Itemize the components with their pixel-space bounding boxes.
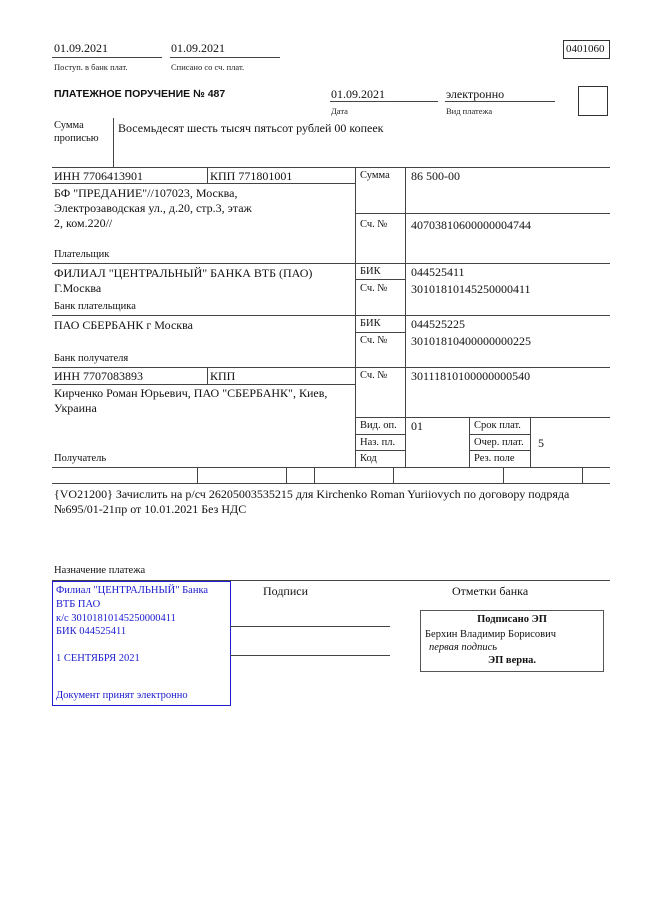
stamp-line-1: Филиал "ЦЕНТРАЛЬНЫЙ" Банка (56, 585, 209, 596)
payer-bank-label: Банк плательщика (54, 301, 136, 312)
amount-label: Сумма (360, 170, 390, 181)
payee-bank-name: ПАО СБЕРБАНК г Москва (54, 318, 193, 332)
bank-marks-box (420, 610, 604, 672)
priority-label: Очер. плат. (474, 437, 524, 448)
payer-bank-account-label: Сч. № (360, 283, 388, 294)
date-received-label: Поступ. в банк плат. (54, 62, 128, 72)
amount-words-value: Восемьдесят шесть тысяч пятьсот рублей 00 копеек (118, 121, 384, 135)
amount-words-label-1: Сумма (54, 120, 84, 131)
payer-kpp: КПП 771801001 (210, 169, 293, 183)
payer-bank-bik: 044525411 (411, 265, 465, 279)
payer-bank-name-1: ФИЛИАЛ "ЦЕНТРАЛЬНЫЙ" БАНКА ВТБ (ПАО) (54, 266, 313, 280)
date-debited-label: Списано со сч. плат. (171, 62, 245, 72)
purpose-code-label: Наз. пл. (360, 437, 396, 448)
payee-bank-bik: 044525225 (411, 317, 465, 331)
date-received: 01.09.2021 (54, 41, 108, 55)
payer-account-label: Сч. № (360, 219, 388, 230)
payer-label: Плательщик (54, 249, 110, 260)
payee-bank-label: Банк получателя (54, 353, 129, 364)
code-label: Код (360, 453, 377, 464)
signatures-label: Подписи (263, 584, 309, 598)
status-box (578, 86, 608, 116)
payer-name-2: Электрозаводская ул., д.20, стр.3, этаж (54, 201, 252, 215)
payee-label: Получатель (54, 453, 107, 464)
payee-bank-account-label: Сч. № (360, 335, 388, 346)
order-date-label: Дата (331, 106, 348, 116)
purpose-line-2: №695/01-21пр от 10.01.2021 Без НДС (54, 502, 247, 516)
payer-bank-account: 30101810145250000411 (411, 282, 531, 296)
payee-bank-bik-label: БИК (360, 318, 381, 329)
signer-name: Берхин Владимир Борисович (425, 629, 556, 640)
form-code-box (563, 40, 610, 59)
payer-bank-bik-label: БИК (360, 266, 381, 277)
op-type-label: Вид. оп. (360, 420, 397, 431)
op-type: 01 (411, 419, 423, 433)
stamp-footer: Документ принят электронно (56, 690, 188, 701)
form-code: 0401060 (566, 43, 605, 55)
amount-value: 86 500-00 (411, 169, 460, 183)
payee-name-2: Украина (54, 401, 97, 415)
order-date: 01.09.2021 (331, 87, 385, 101)
payer-bank-name-2: Г.Москва (54, 281, 102, 295)
signature-role: первая подпись (429, 642, 498, 653)
purpose-line-1: {VO21200} Зачислить на р/сч 26205003535215 для Kirchenko Roman Yuriiovych по договору подряда (54, 487, 570, 501)
stamp-line-3: к/с 30101810145250000411 (56, 613, 176, 624)
bank-stamp (52, 581, 231, 706)
payee-kpp: КПП (210, 369, 236, 383)
date-debited: 01.09.2021 (171, 41, 225, 55)
reserve-label: Рез. поле (474, 453, 515, 464)
purpose-label: Назначение платежа (54, 565, 146, 576)
payee-bank-account: 30101810400000000225 (411, 334, 531, 348)
payer-account: 40703810600000004744 (411, 218, 531, 232)
payee-account: 30111810100000000540 (411, 369, 531, 383)
payer-inn: ИНН 7706413901 (54, 169, 143, 183)
term-label: Срок плат. (474, 420, 521, 431)
verified-label: ЭП верна. (487, 655, 536, 666)
payee-inn: ИНН 7707083893 (54, 369, 143, 383)
stamp-line-2: ВТБ ПАО (56, 599, 101, 610)
stamp-line-4: БИК 044525411 (56, 626, 127, 637)
payment-type-label: Вид платежа (446, 106, 493, 116)
priority-value: 5 (538, 436, 544, 450)
amount-words-label-2: прописью (54, 133, 99, 144)
bank-marks-label: Отметки банка (452, 584, 529, 598)
payer-name-1: БФ "ПРЕДАНИЕ"//107023, Москва, (54, 186, 238, 200)
payment-type: электронно (446, 87, 505, 101)
payee-account-label: Сч. № (360, 370, 388, 381)
stamp-date: 1 СЕНТЯБРЯ 2021 (56, 653, 140, 664)
payer-name-3: 2, ком.220// (54, 216, 113, 230)
signed-label: Подписано ЭП (477, 614, 547, 625)
payee-name-1: Кирченко Роман Юрьевич, ПАО "СБЕРБАНК", Киев, (54, 386, 328, 400)
document-title: ПЛАТЕЖНОЕ ПОРУЧЕНИЕ № 487 (54, 88, 226, 100)
